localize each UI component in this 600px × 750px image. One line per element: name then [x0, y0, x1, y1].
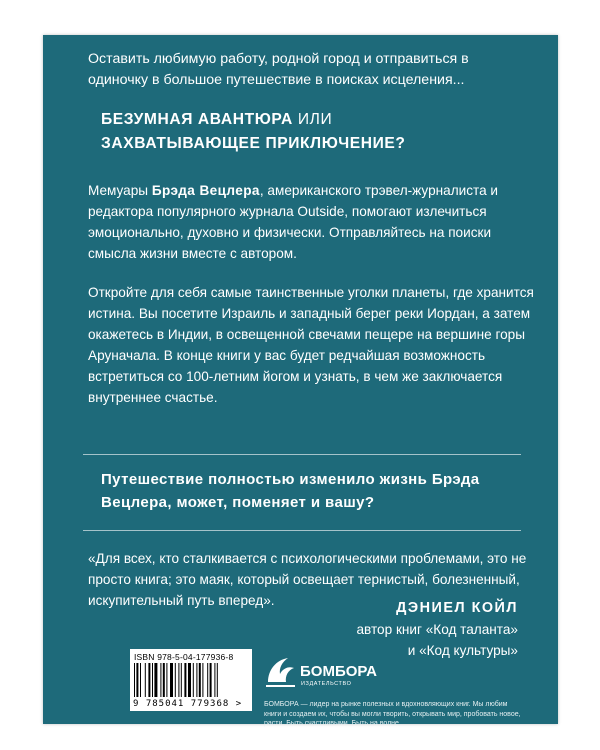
- barcode-bar: [210, 663, 212, 697]
- barcode-bar: [217, 663, 218, 697]
- book-back-cover: [43, 35, 558, 727]
- headline-part2: ЗАХВАТЫВАЮЩЕЕ ПРИКЛЮЧЕНИЕ?: [101, 135, 406, 152]
- barcode-bar: [140, 663, 141, 697]
- description-paragraph-2: Откройте для себя самые таинственные уголки планеты, где хранится истина. Вы посетите Израиль и западный берег реки Иордан, а затем окажетесь в Индии, в освещенной свечами пещере на вершине горы Аруначала. В конце книги у вас будет редчайшая возможность встретиться со 100-летним йогом и узнать, в чем же заключается внутреннее счастье.: [88, 285, 534, 405]
- barcode-bar: [145, 663, 146, 697]
- quote-author-name: ДЭНИЕЛ КОЙЛ: [396, 600, 518, 616]
- barcode-bars: [134, 663, 248, 697]
- barcode-bar: [199, 663, 201, 697]
- barcode-bar: [170, 663, 173, 697]
- headline: [101, 108, 521, 156]
- question-text: Путешествие полностью изменило жизнь Брэда Вецлера, может, поменяет и вашу?: [101, 471, 480, 511]
- intro-text: Оставить любимую работу, родной город и отправиться в одиночку в большое путешествие в поисках исцеления...: [88, 51, 469, 88]
- isbn-text: ISBN 978-5-04-177936-8: [134, 652, 234, 662]
- barcode-bar: [202, 663, 203, 697]
- barcode-digits: 9 785041 779368 >: [133, 699, 243, 709]
- barcode-bar: [181, 663, 182, 697]
- para1-after: , американского трэвел-журналиста и редактора популярного журнала Outside, помогают излечиться эмоционально, духовно и физически. Отправляйтесь на поиски смысла жизни вместе с автором.: [88, 183, 499, 261]
- barcode-bar: [193, 663, 194, 697]
- barcode-bar: [134, 663, 135, 697]
- para1-author-name: Брэда Вецлера: [151, 183, 260, 198]
- barcode-bar: [154, 663, 157, 697]
- wave-icon: [266, 658, 295, 687]
- headline-part1: БЕЗУМНАЯ АВАНТЮРА: [101, 111, 293, 128]
- barcode-bar: [207, 663, 208, 697]
- bombora-logo: [264, 652, 384, 692]
- review-quote: «Для всех, кто сталкивается с психологическими проблемами, это не просто книга; это маяк, который освещает тернистый, болезненный, искупительный путь вперед».: [88, 551, 527, 608]
- description-paragraph-1: [88, 180, 538, 264]
- divider-bottom: [83, 530, 521, 531]
- barcode-bar: [214, 663, 215, 697]
- barcode-bar: [152, 663, 153, 697]
- logo-text: БОМБОРА: [300, 663, 377, 680]
- barcode-bar: [188, 663, 191, 697]
- barcode-bar: [178, 663, 179, 697]
- barcode-bar: [175, 663, 176, 697]
- divider-top: [83, 454, 521, 455]
- publisher-tagline: БОМБОРА — лидер на рынке полезных и вдохновляющих книг. Мы любим книги и создаем их, чтобы вы могли творить, открывать мир, пробовать новое, расти. Быть счастливыми. Быть на волне.: [264, 701, 521, 727]
- barcode-bar: [196, 663, 197, 697]
- barcode-bar: [163, 663, 165, 697]
- barcode-bar: [166, 663, 167, 697]
- quote-author-line2: и «Код культуры»: [407, 643, 518, 658]
- barcode-bar: [136, 663, 138, 697]
- headline-or: ИЛИ: [297, 111, 333, 128]
- para1-before: Мемуары: [88, 183, 152, 198]
- barcode-bar: [160, 663, 161, 697]
- barcode: [130, 649, 252, 711]
- quote-author-line1: автор книг «Код таланта»: [356, 622, 518, 637]
- barcode-bar: [148, 663, 150, 697]
- logo-subtext: ИЗДАТЕЛЬСТВО: [301, 681, 352, 687]
- barcode-bar: [184, 663, 186, 697]
